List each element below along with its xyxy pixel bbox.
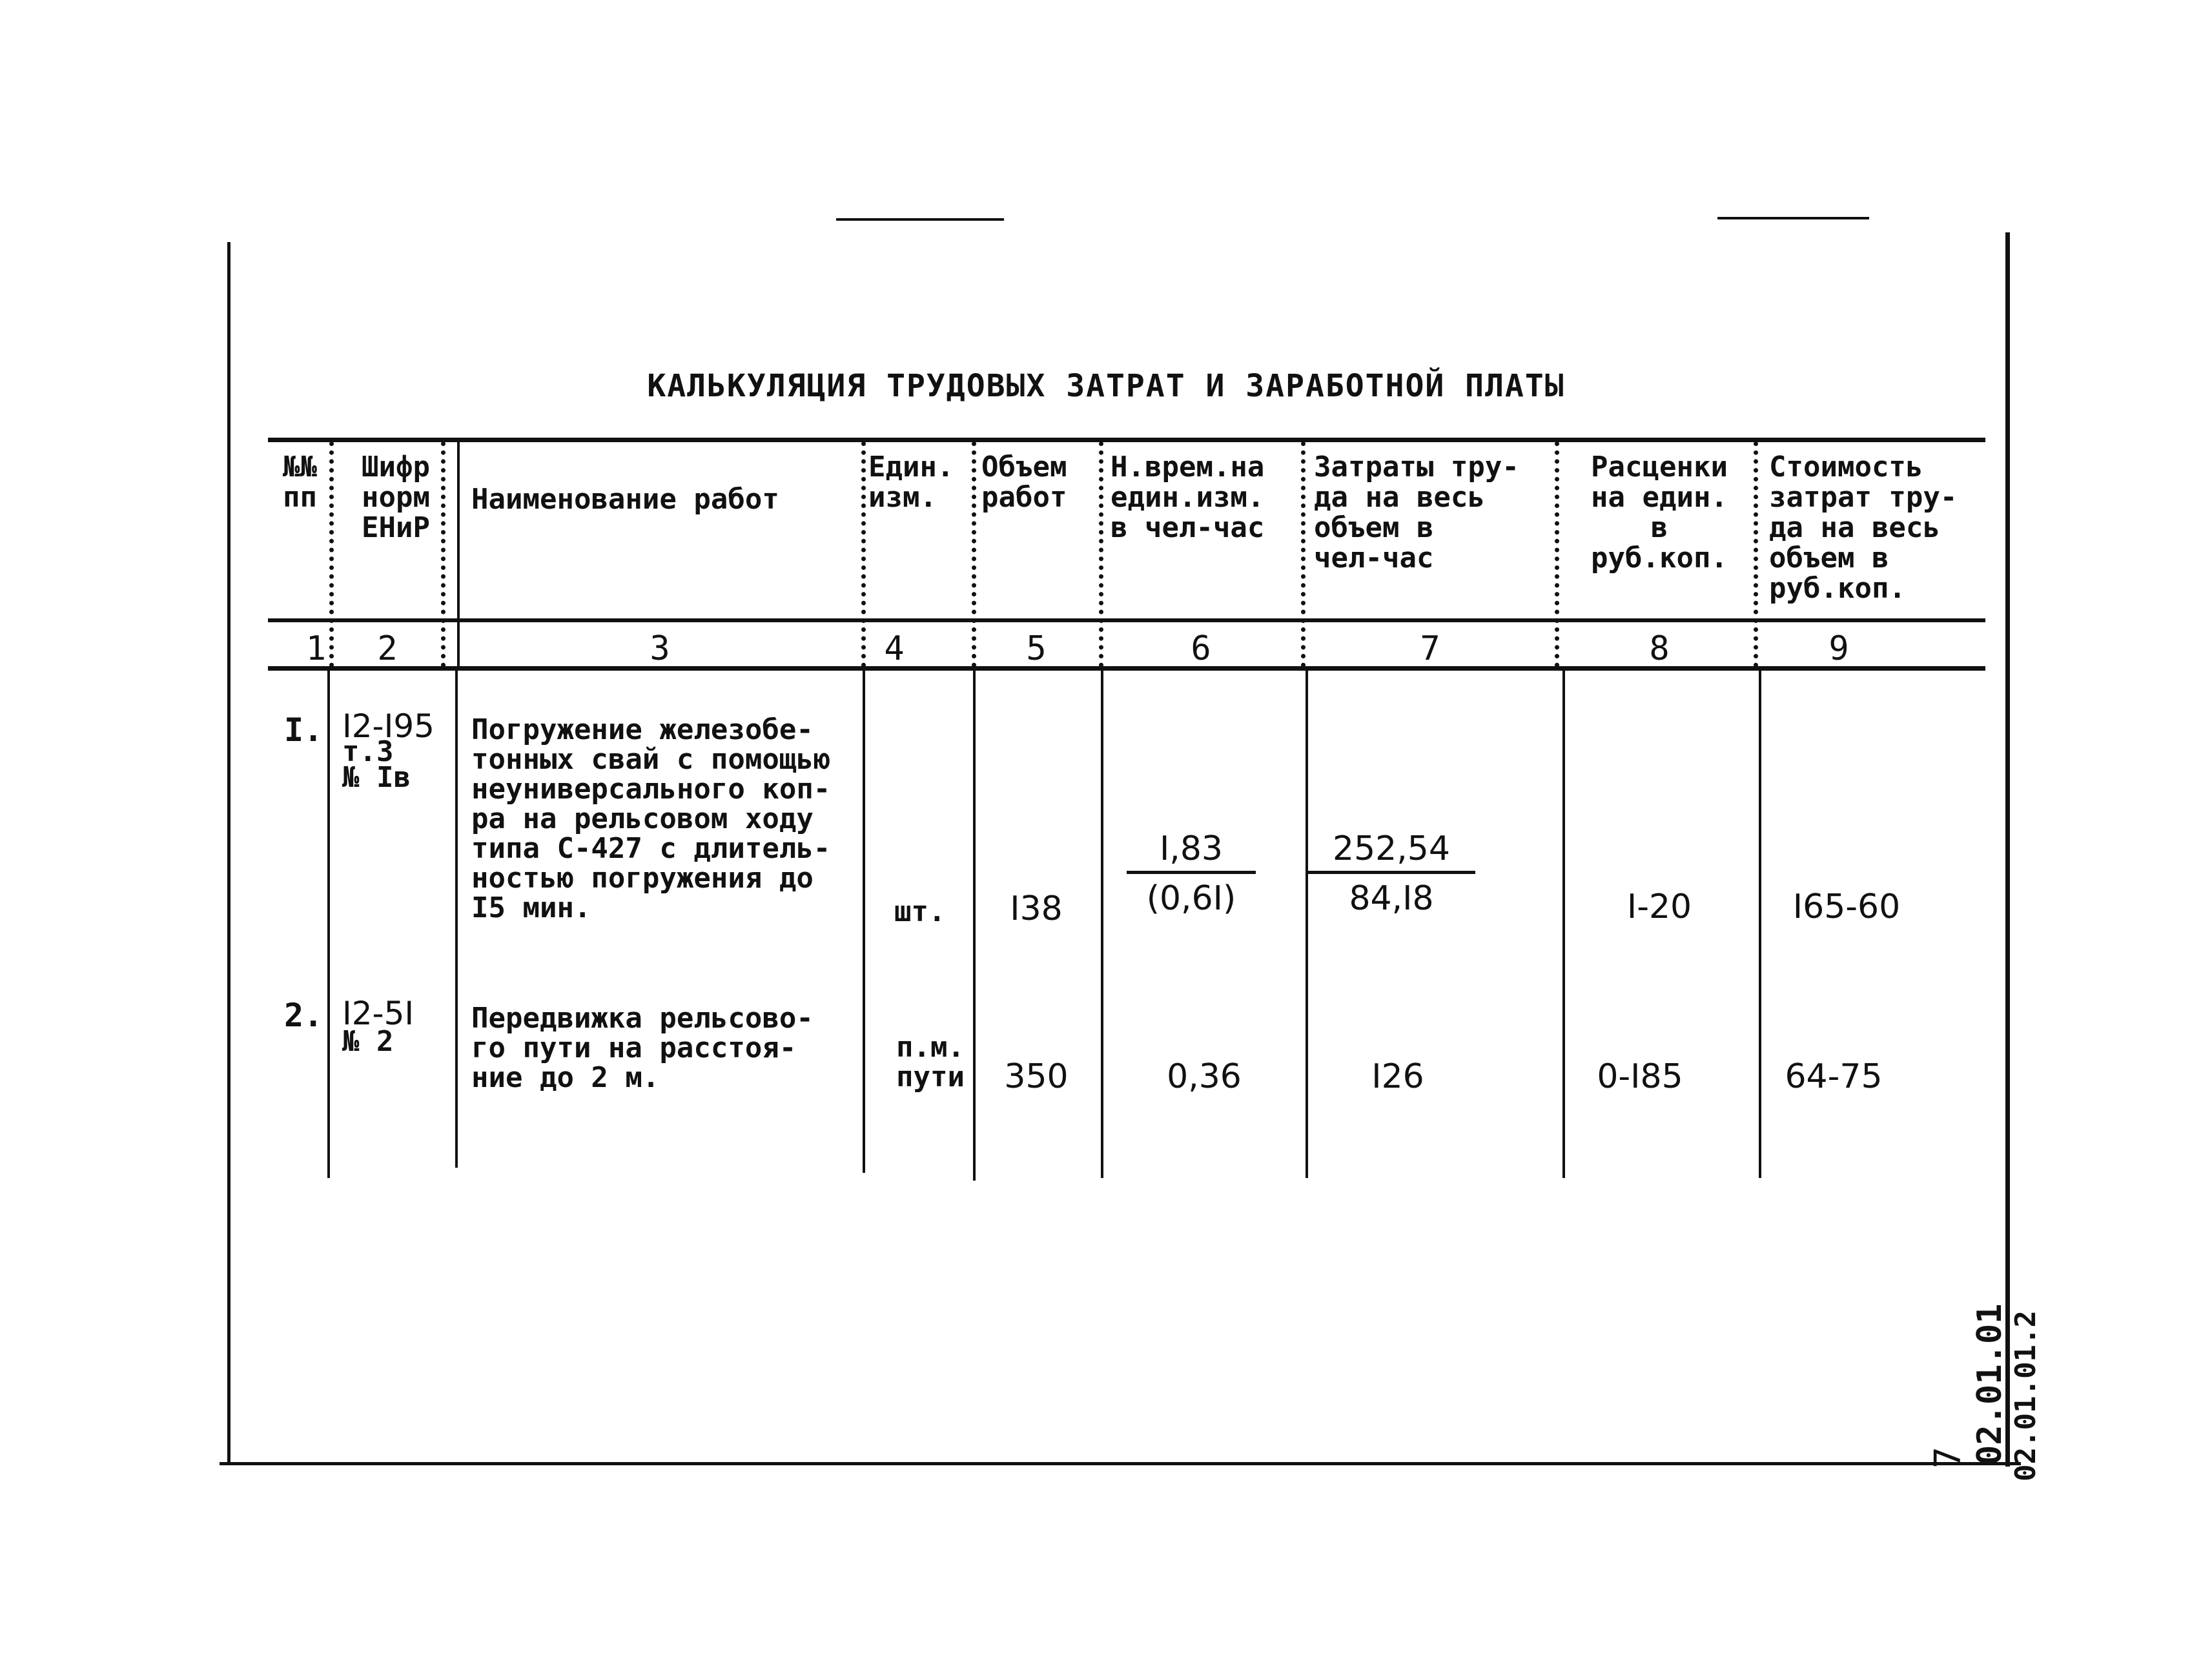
column-separator-1 [329,442,334,667]
top-mark-right [1717,217,1869,219]
time-norm-numerator: I,83 [1159,829,1224,868]
side-code-primary: 02.01.01 [1971,1303,2009,1465]
column-separator-1-body [327,671,330,1178]
table-row-2-rate: 0-I85 [1597,1057,1683,1096]
table-row-1-cost: I65-60 [1792,888,1901,926]
table-row-1-rate: I-20 [1626,888,1692,926]
column-number-8: 8 [1649,629,1670,668]
labor-total-denominator: 84,I8 [1349,879,1434,918]
column-number-1: 1 [305,629,326,668]
header-volume: Объем работ [981,451,1067,514]
header-unit: Един. изм. [868,451,954,514]
table-row-1-labor-total [1307,829,1475,918]
document-title: КАЛЬКУЛЯЦИЯ ТРУДОВЫХ ЗАТРАТ И ЗАРАБОТНОЙ ПЛАТЫ [647,368,1565,404]
time-norm-denominator: (0,6I) [1146,879,1236,918]
table-row-2-labor-total: I26 [1371,1057,1424,1096]
table-row-1-num: I. [284,711,323,749]
column-separator-7 [1555,442,1559,667]
table-row-2-code: I2-5I № 2 [342,995,415,1058]
table-row-2-volume: 350 [1004,1057,1069,1096]
column-separator-6 [1301,442,1306,667]
top-mark-left [836,218,1004,221]
column-number-9: 9 [1828,629,1849,668]
table-top-rule [268,438,1985,442]
table-row-1-volume: I38 [1010,889,1063,928]
page-number: 7 [1927,1447,1969,1469]
table-row-2-num: 2. [284,997,323,1034]
column-separator-5 [1099,442,1103,667]
header-num: №№ пп [283,451,317,514]
column-separator-3-body [863,671,865,1173]
header-cost: Стоимость затрат тру- да на весь объем в руб.коп. [1769,451,1958,605]
labor-total-numerator: 252,54 [1333,829,1450,868]
frame-right-border [2005,232,2010,1467]
column-number-4: 4 [884,629,905,668]
header-time-norm: Н.врем.на един.изм. в чел-час [1111,451,1265,544]
table-row-2-cost: 64-75 [1785,1057,1883,1096]
column-separator-2 [441,442,445,667]
header-code: Шифр норм ЕНиР [362,451,430,544]
header-work-name: Наименование работ [471,483,779,516]
column-separator-5-body [1101,671,1103,1178]
column-separator-3 [861,442,866,667]
column-number-6: 6 [1191,629,1211,668]
column-separator-6-body [1306,671,1308,1178]
column-number-7: 7 [1420,629,1440,668]
frame-left-border [227,242,230,1465]
table-row-1-work-name: Погружение железобе- тонных свай с помощью неуниверсального коп- ра на рельсовом ходу типа С-427 с длитель- ностью погружения до I5 мин. [471,713,831,924]
table-row-2-time-norm: 0,36 [1167,1057,1242,1096]
header-bottom-rule [268,618,1985,622]
frame-bottom-border [220,1462,2021,1465]
column-number-5: 5 [1026,629,1047,668]
table-row-2-unit: п.м. пути [896,1031,965,1093]
column-number-2: 2 [377,629,398,668]
column-separator-7-body [1562,671,1565,1178]
side-code-secondary: 02.01.01.2 [2009,1310,2042,1481]
table-row-1-time-norm [1127,829,1256,918]
header-rate: Расценки на един. в руб.коп. [1591,451,1728,574]
time-norm-fraction-bar [1127,871,1256,874]
header-labor-total: Затраты тру- да на весь объем в чел-час [1314,451,1519,574]
labor-total-fraction-bar [1307,871,1475,874]
table-row-1-code: I2-I95 т.3 № Iв [342,707,435,794]
column-separator-8-body [1759,671,1761,1178]
column-number-3: 3 [650,629,670,668]
column-separator-2-body [455,671,458,1168]
table-row-1-unit: шт. [894,895,946,928]
table-row-2-work-name: Передвижка рельсово- го пути на расстоя- ние до 2 м. [471,1002,814,1094]
